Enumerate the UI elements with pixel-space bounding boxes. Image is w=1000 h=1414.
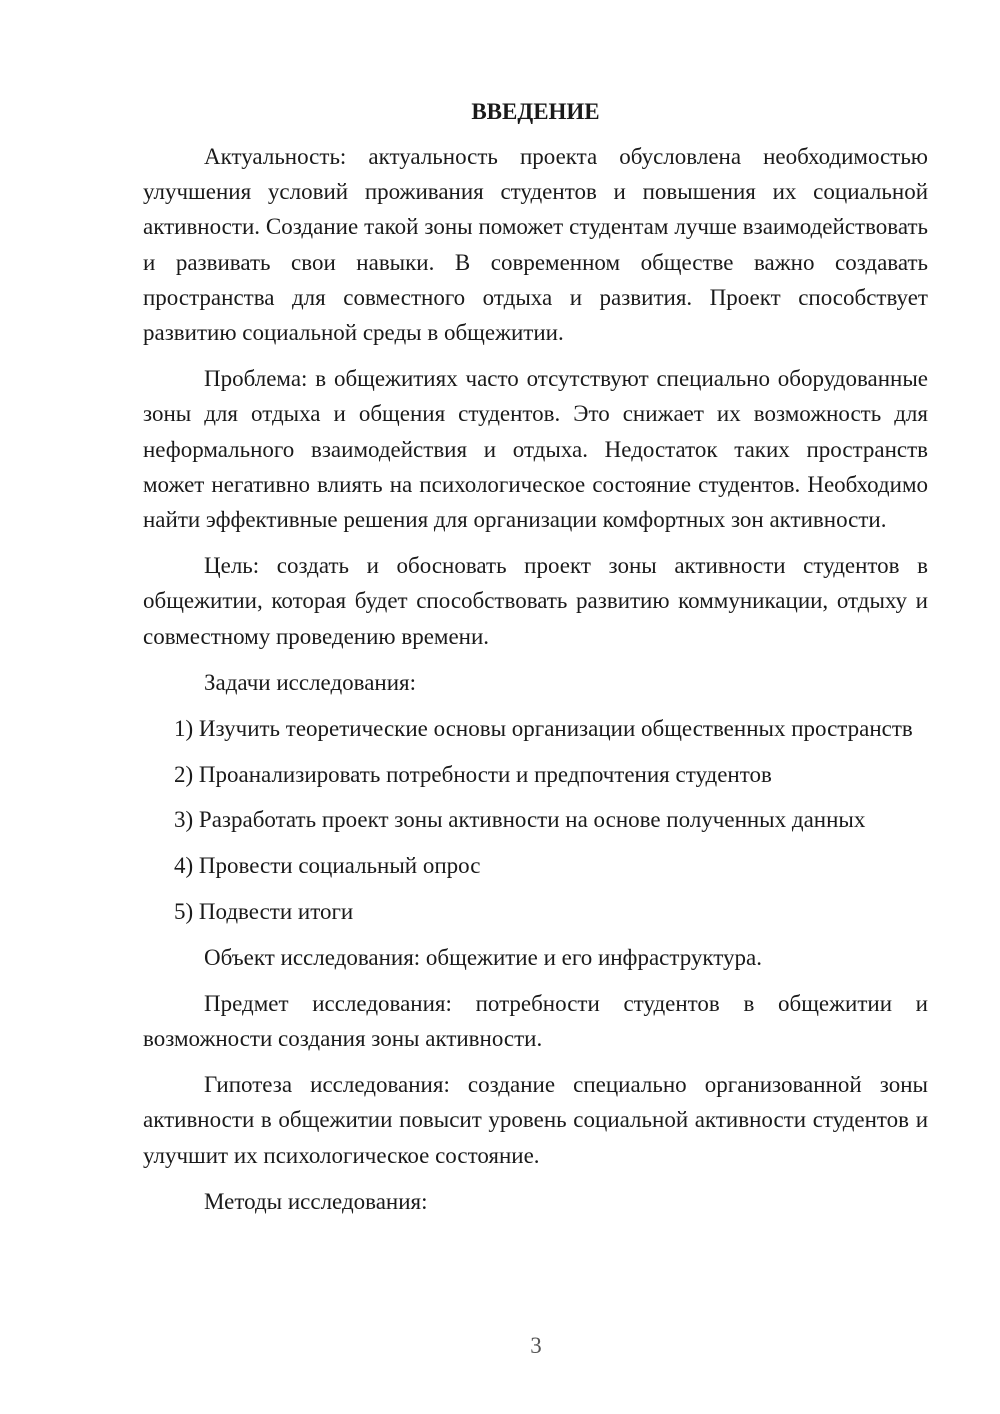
task-item-2: 2) Проанализировать потребности и предпочтения студентов <box>174 761 772 787</box>
document-page <box>143 94 928 1230</box>
task-item-5: 5) Подвести итоги <box>174 898 354 924</box>
relevance-paragraph: Актуальность: актуальность проекта обусловлена необходимостью улучшения условий проживания студентов и повышения их социальной активности. Создание такой зоны поможет студентам лучше взаимодействовать и развивать свои навыки. В современном обществе важно создавать пространства для совместного отдыха и развития. Проект способствует развитию социальной среды в общежитии. <box>143 144 928 346</box>
methods-heading: Методы исследования: <box>204 1188 428 1214</box>
goal-paragraph: Цель: создать и обосновать проект зоны активности студентов в общежитии, которая будет способствовать развитию коммуникации, отдыху и совместному проведению времени. <box>143 553 928 649</box>
page-number: 3 <box>530 1333 542 1358</box>
task-item-1: 1) Изучить теоретические основы организации общественных пространств <box>174 716 913 742</box>
tasks-heading: Задачи исследования: <box>204 669 417 695</box>
page-title: ВВЕДЕНИЕ <box>471 99 600 124</box>
object-paragraph: Объект исследования: общежитие и его инфраструктура. <box>204 944 762 970</box>
task-item-4: 4) Провести социальный опрос <box>174 853 481 879</box>
task-item-3: 3) Разработать проект зоны активности на основе полученных данных <box>174 807 866 833</box>
hypothesis-paragraph: Гипотеза исследования: создание специально организованной зоны активности в общежитии повысит уровень социальной активности студентов и улучшит их психологическое состояние. <box>143 1072 928 1168</box>
problem-paragraph: Проблема: в общежитиях часто отсутствуют специально оборудованные зоны для отдыха и общения студентов. Это снижает их возможность для неформального взаимодействия и отдыха. Недостаток таких пространств может негативно влиять на психологическое состояние студентов. Необходимо найти эффективные решения для организации комфортных зон активности. <box>143 366 928 533</box>
subject-paragraph: Предмет исследования: потребности студентов в общежитии и возможности создания зоны активности. <box>143 990 928 1051</box>
